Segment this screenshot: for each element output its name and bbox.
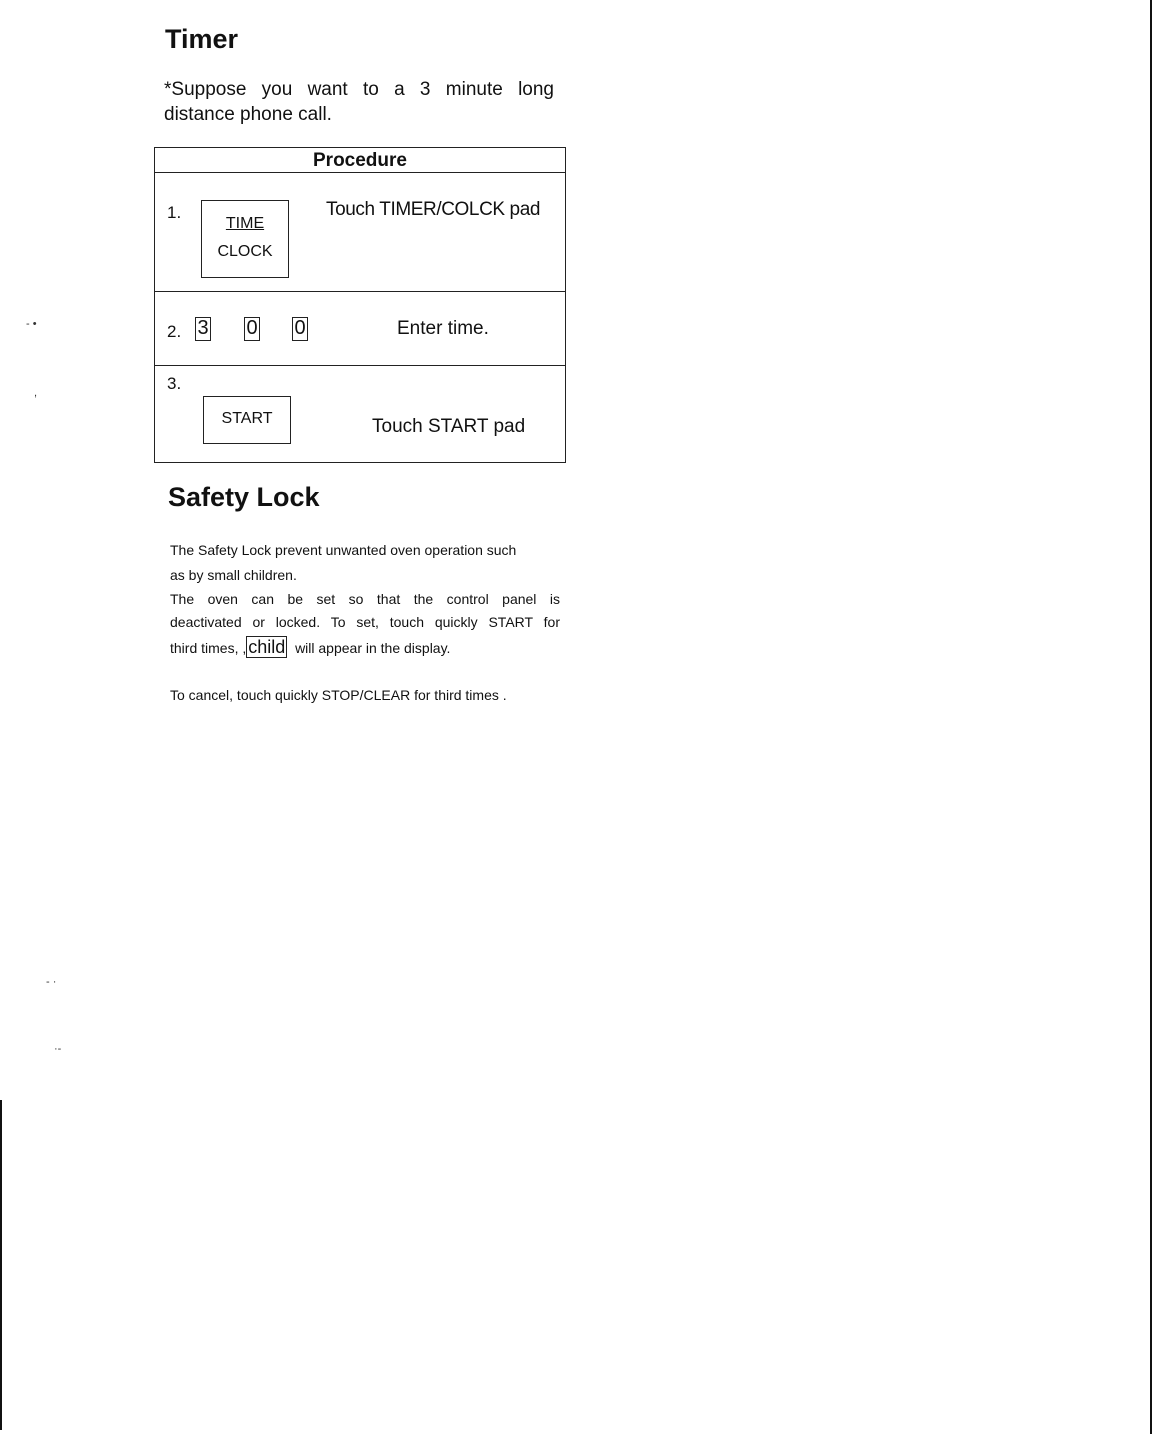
scan-speck: ·- <box>54 1043 62 1055</box>
child-display-indicator: child <box>248 637 286 657</box>
timer-title: Timer <box>165 24 239 54</box>
time-clock-pad <box>201 200 289 278</box>
scan-speck: - · <box>46 976 57 988</box>
scan-edge-right <box>1150 0 1152 1434</box>
time-pad-label: TIME <box>225 215 265 232</box>
step-3-number: 3. <box>167 374 182 393</box>
safety-para2-line3 <box>170 635 560 660</box>
safety-lock-title: Safety Lock <box>168 482 320 512</box>
procedure-table <box>154 147 566 463</box>
safety-para2-line2: deactivated or locked. To set, touch quickly START for <box>170 614 560 630</box>
safety-para2-line1: The oven can be set so that the control panel is <box>170 591 560 607</box>
step-2-number: 2. <box>167 322 182 341</box>
divider <box>155 365 565 366</box>
safety-line3-prefix: third times, , <box>170 640 247 656</box>
scan-speck: - • <box>26 318 37 330</box>
step-3-text: Touch START pad <box>372 416 526 437</box>
scan-speck: , <box>34 387 38 399</box>
step-1-text: Touch TIMER/COLCK pad <box>326 199 541 220</box>
digit-box: 0 <box>244 317 260 341</box>
timer-intro: *Suppose you want to a 3 minute long distance phone call. <box>164 79 554 125</box>
scan-edge-left <box>0 1100 2 1430</box>
safety-line3-suffix: will appear in the display. <box>295 640 451 656</box>
procedure-header: Procedure <box>313 150 407 171</box>
divider <box>155 172 565 173</box>
clock-pad-label: CLOCK <box>217 243 273 260</box>
safety-para1-line1: The Safety Lock prevent unwanted oven operation such <box>170 542 517 558</box>
digit-box: 0 <box>292 317 308 341</box>
cancel-instruction: To cancel, touch quickly STOP/CLEAR for third times . <box>170 687 507 703</box>
step-2-text: Enter time. <box>397 318 489 339</box>
start-pad: START <box>203 396 291 444</box>
step-1-number: 1. <box>167 203 182 222</box>
safety-para1-line2: as by small children. <box>170 567 297 583</box>
divider <box>155 291 565 292</box>
digit-box: 3 <box>195 317 211 341</box>
